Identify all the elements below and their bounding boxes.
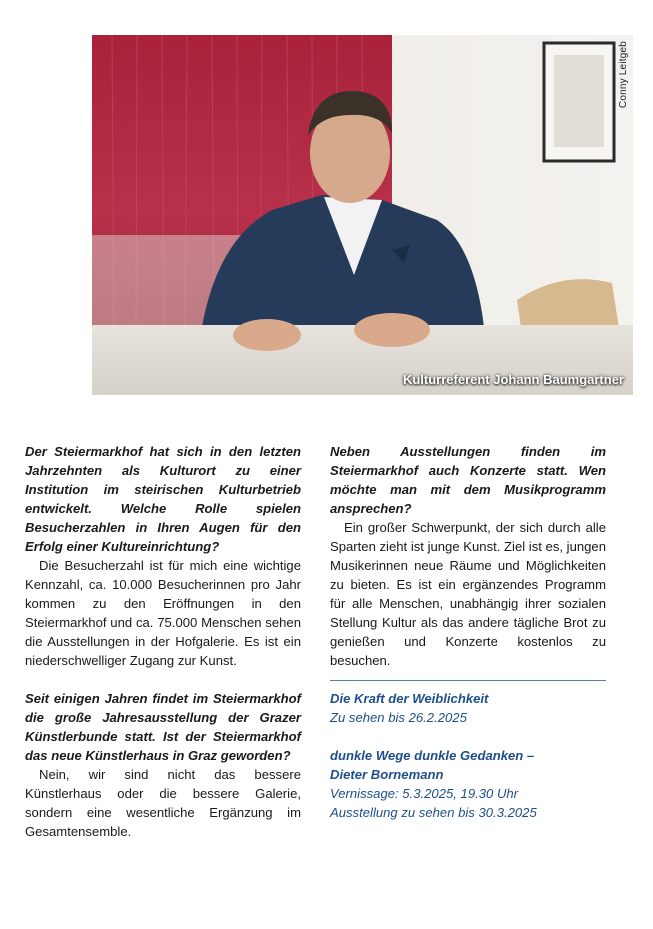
event-1-dates: Zu sehen bis 26.2.2025 xyxy=(330,710,467,725)
portrait-photo xyxy=(92,35,633,395)
event-info-box xyxy=(330,689,606,822)
answer-2: Nein, wir sind nicht das bessere Künstlerhaus oder die bessere Galerie, sondern eine wesentliche Ergänzung im Gesamtensemble. xyxy=(25,767,301,839)
right-hand xyxy=(354,313,430,347)
event-2-dates: Ausstellung zu sehen bis 30.3.2025 xyxy=(330,805,537,820)
photo-caption: Kulturreferent Johann Baumgartner xyxy=(402,372,624,387)
event-1-title: Die Kraft der Weiblichkeit xyxy=(330,691,489,706)
question-1: Der Steiermarkhof hat sich in den letzten Jahrzehnten als Kulturort zu einer Institution im steirischen Kulturbetrieb entwickelt. Welche Rolle spielen Besucherzahlen in Ihren Augen für den Erfolg einer Kultureinrichtung? xyxy=(25,444,301,554)
question-3: Neben Ausstellungen finden im Steiermarkhof auch Konzerte statt. Wen möchte man mit dem Musikprogramm ansprechen? xyxy=(330,444,606,516)
info-divider xyxy=(330,680,606,681)
event-2-vernissage: Vernissage: 5.3.2025, 19.30 Uhr xyxy=(330,786,519,801)
portrait-illustration xyxy=(92,35,633,395)
question-2: Seit einigen Jahren findet im Steiermarkhof die große Jahresausstellung der Grazer Künstlerbunde statt. Ist der Steiermarkhof das neue Künstlerhaus in Graz geworden? xyxy=(25,691,301,763)
left-column xyxy=(25,442,301,841)
answer-3: Ein großer Schwerpunkt, der sich durch alle Sparten zieht ist junge Kunst. Ziel ist es, jungen Musikerinnen neue Räume und Möglichkeiten zu bieten. Es ist ein ergänzendes Programm für alle Menschen, unabhängig ihrer sozialen Stellung Kultur als das andere tägliche Brot zu genießen und Konzerte kostenlos zu besuchen. xyxy=(330,520,606,668)
left-hand xyxy=(233,319,301,351)
photo-credit: Conny Leitgeb xyxy=(618,41,629,109)
paragraph-gap xyxy=(25,670,301,689)
event-2-title-line-1: dunkle Wege dunkle Gedanken – xyxy=(330,748,535,763)
event-gap xyxy=(330,727,606,746)
answer-1: Die Besucherzahl ist für mich eine wichtige Kennzahl, ca. 10.000 Besucherinnen pro Jahr kommen zu den Eröffnungen in den Steiermarkhof und ca. 75.000 Menschen sehen die Ausstellungen in der Hofgalerie. Es ist ein niederschwelliger Zugang zur Kunst. xyxy=(25,558,301,668)
event-2-title-line-2: Dieter Bornemann xyxy=(330,767,444,782)
right-column xyxy=(330,442,606,822)
